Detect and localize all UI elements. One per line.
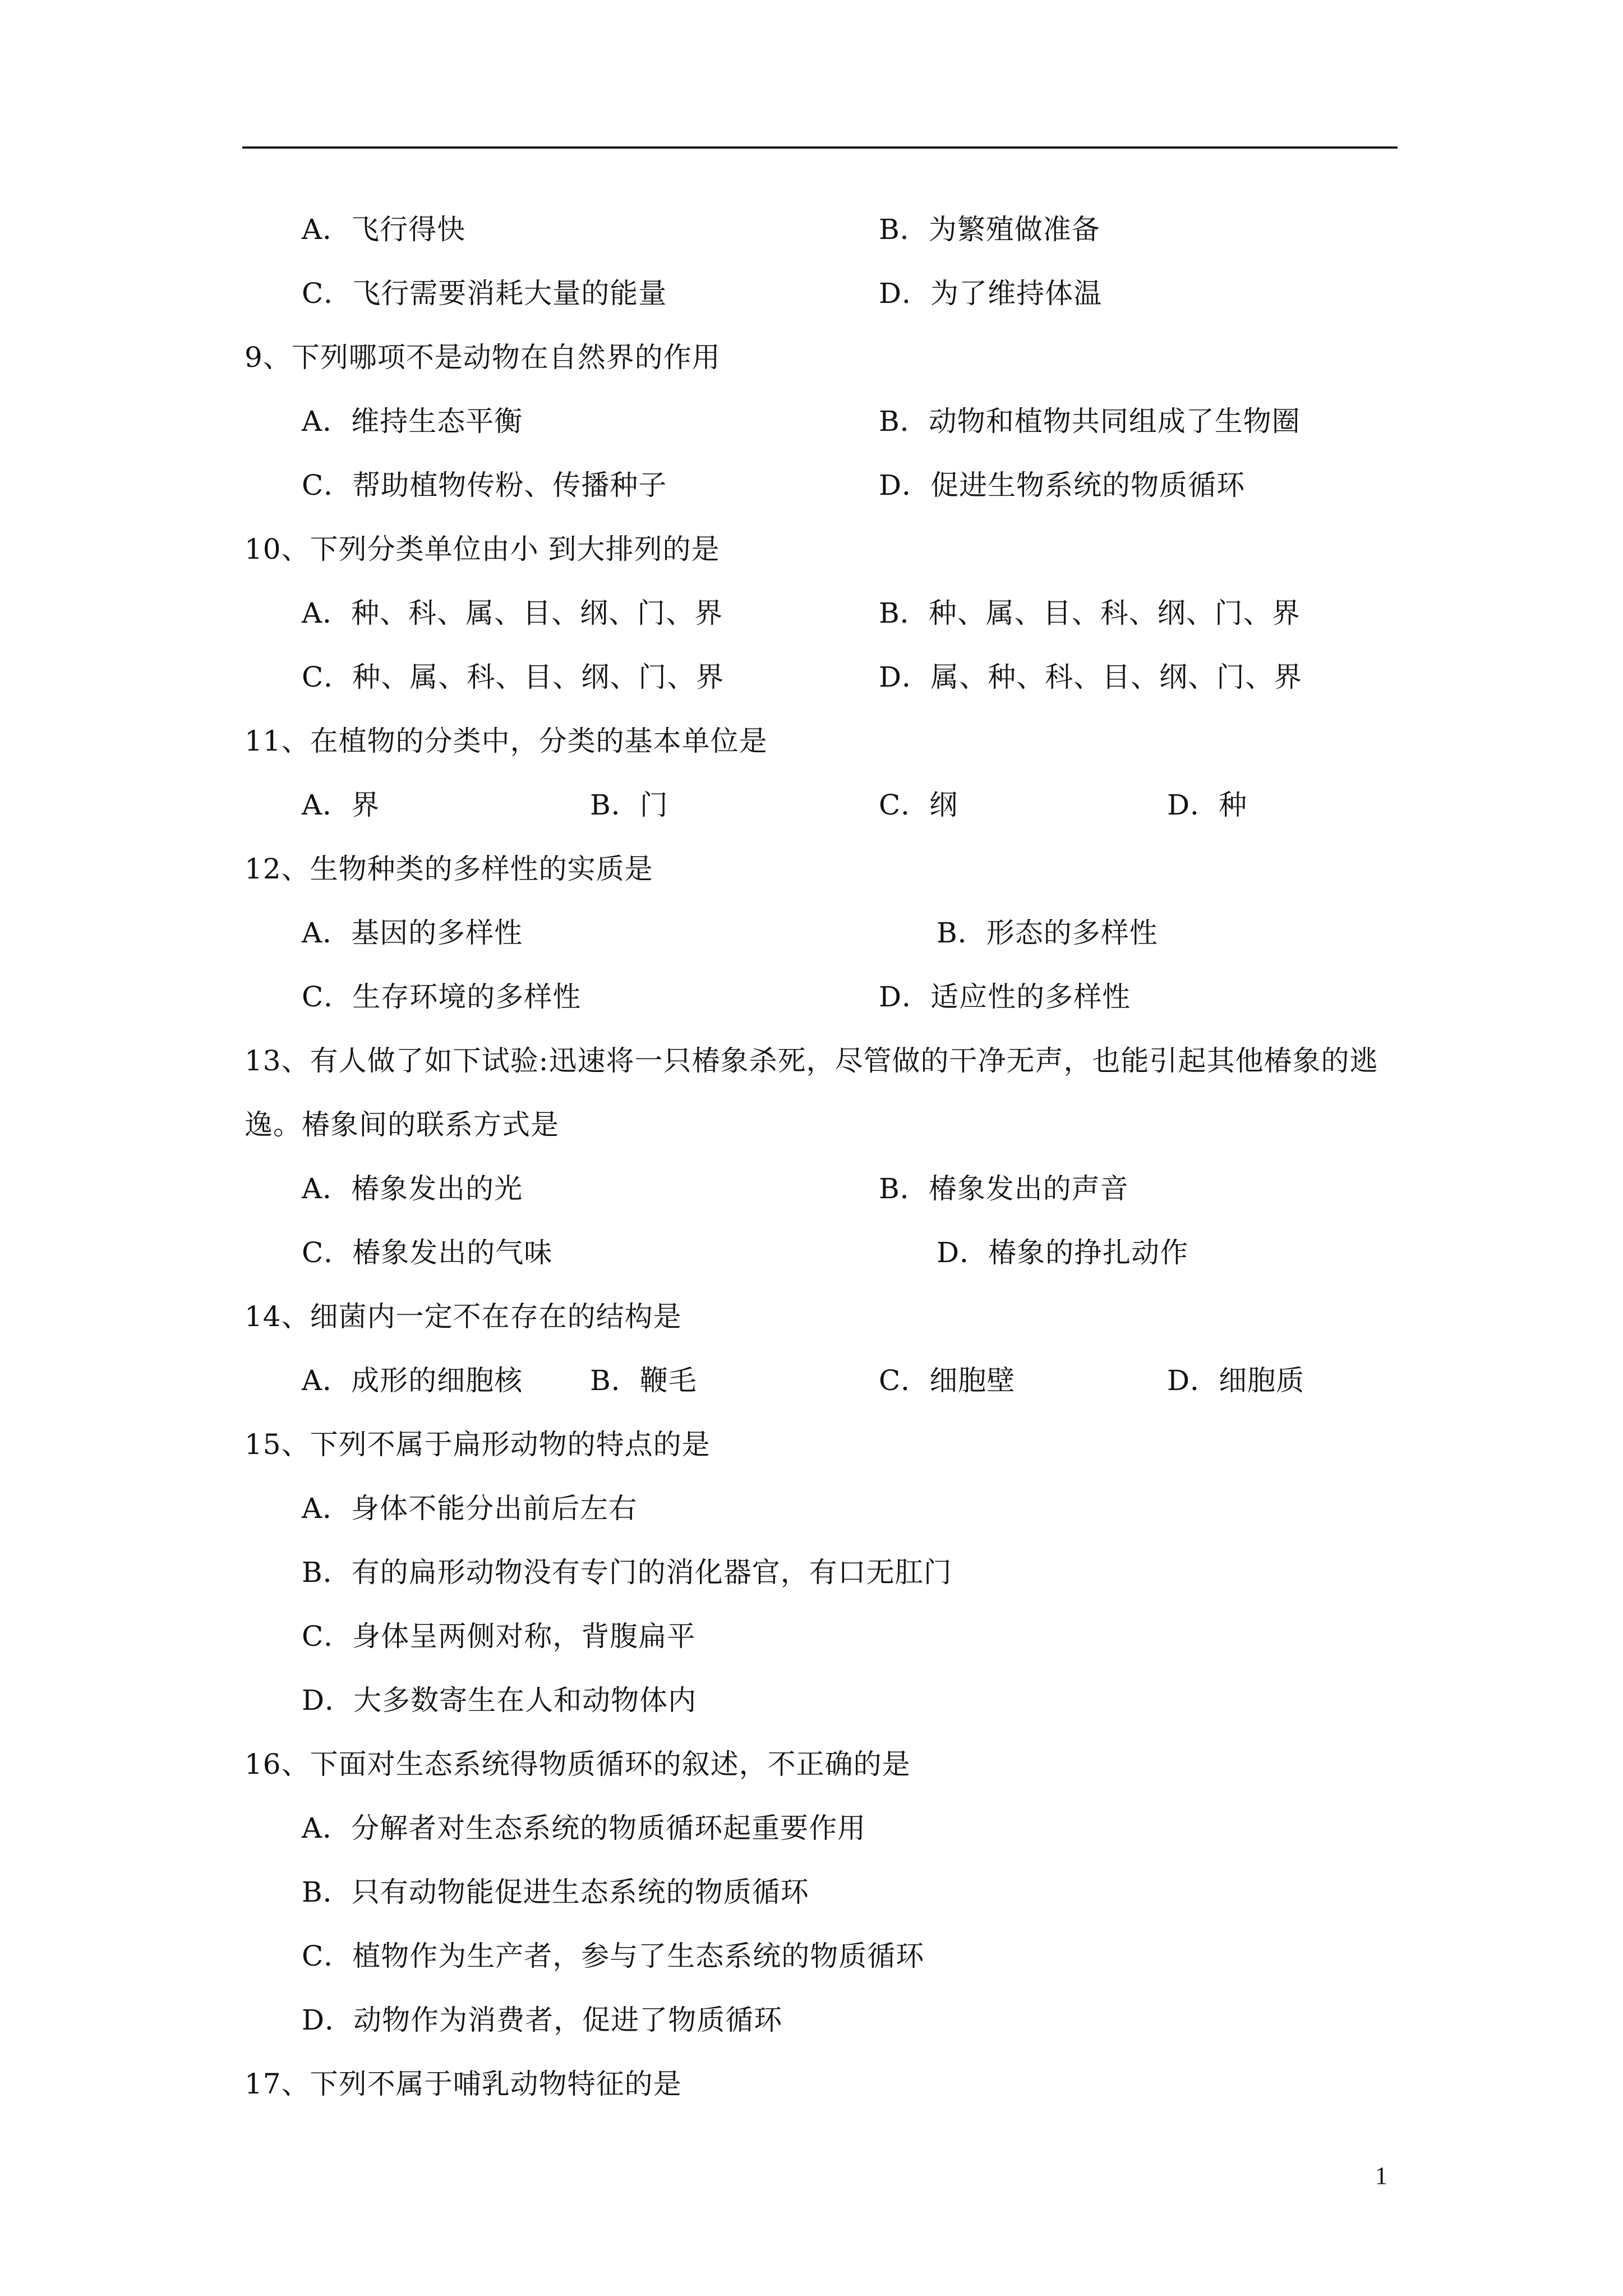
q10-option-d: D．属、种、科、目、纲、门、界 [879,661,1303,693]
q14-option-b: B．鞭毛 [590,1364,697,1397]
q16-option-c: C．植物作为生产者，参与了生态系统的物质循环 [302,1940,925,1972]
q11-option-a: A．界 [302,789,380,821]
q10-option-b: B．种、属、目、科、纲、门、界 [879,597,1301,629]
q15-option-d: D．大多数寄生在人和动物体内 [302,1684,697,1717]
q15-stem: 15、下列不属于扁形动物的特点的是 [245,1428,711,1461]
q15-option-a: A．身体不能分出前后左右 [302,1492,638,1525]
q9-option-c: C．帮助植物传粉、传播种子 [302,469,667,501]
q13-option-a: A．椿象发出的光 [302,1172,523,1205]
q11-option-d: D．种 [1167,789,1248,821]
q17-stem: 17、下列不属于哺乳动物特征的是 [245,2068,682,2100]
q8-option-d: D．为了维持体温 [879,277,1103,310]
q11-stem: 11、在植物的分类中，分类的基本单位是 [245,725,768,757]
q9-option-d: D．促进生物系统的物质循环 [879,469,1246,501]
q13-stem-line1: 13、有人做了如下试验:迅速将一只椿象杀死，尽管做的干净无声，也能引起其他椿象的逃 [245,1045,1378,1077]
q16-option-d: D．动物作为消费者，促进了物质循环 [302,2004,783,2036]
q8-option-a: A．飞行得快 [302,213,466,246]
q9-stem: 9、下列哪项不是动物在自然界的作用 [245,341,721,374]
q10-stem: 10、下列分类单位由小 到大排列的是 [245,533,720,565]
q14-stem: 14、细菌内一定不在存在的结构是 [245,1300,682,1333]
q13-option-b: B．椿象发出的声音 [879,1172,1129,1205]
q12-option-a: A．基因的多样性 [302,917,523,949]
q11-option-b: B．门 [590,789,668,821]
q14-option-c: C．细胞壁 [879,1364,1016,1397]
page-number: 1 [1375,2162,1387,2189]
q11-option-c: C．纲 [879,789,958,821]
q13-option-c: C．椿象发出的气味 [302,1236,553,1269]
q9-option-b: B．动物和植物共同组成了生物圈 [879,405,1301,438]
q15-option-c: C．身体呈两侧对称，背腹扁平 [302,1620,696,1653]
q8-option-b: B．为繁殖做准备 [879,213,1100,246]
q9-option-a: A．维持生态平衡 [302,405,523,438]
q16-option-a: A．分解者对生态系统的物质循环起重要作用 [302,1812,866,1844]
q10-option-a: A．种、科、属、目、纲、门、界 [302,597,723,629]
q12-stem: 12、生物种类的多样性的实质是 [245,853,653,885]
q12-option-b: B．形态的多样性 [937,917,1158,949]
q13-stem-line2: 逸。椿象间的联系方式是 [245,1108,559,1141]
q14-option-d: D．细胞质 [1167,1364,1305,1397]
q8-option-c: C．飞行需要消耗大量的能量 [302,277,667,310]
q12-option-d: D．适应性的多样性 [879,981,1131,1013]
header-rule [242,146,1398,149]
q14-option-a: A．成形的细胞核 [302,1364,523,1397]
q15-option-b: B．有的扁形动物没有专门的消化器官，有口无肛门 [302,1556,952,1589]
q10-option-c: C．种、属、科、目、纲、门、界 [302,661,725,693]
q13-option-d: D．椿象的挣扎动作 [937,1236,1189,1269]
q12-option-c: C．生存环境的多样性 [302,981,582,1013]
q16-option-b: B．只有动物能促进生态系统的物质循环 [302,1876,809,1908]
q16-stem: 16、下面对生态系统得物质循环的叙述，不正确的是 [245,1748,911,1780]
